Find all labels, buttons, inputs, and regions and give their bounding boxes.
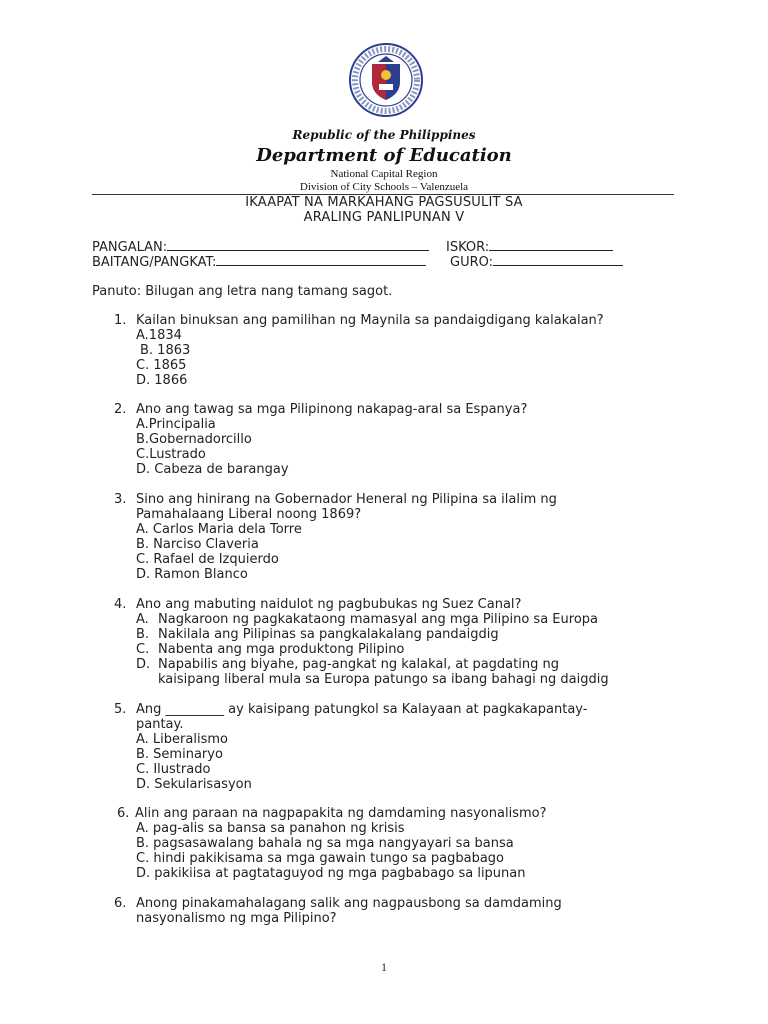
question-text: Kailan binuksan ang pamilihan ng Maynila sa pandaigdigang kalakalan? — [136, 313, 604, 328]
option-b[interactable]: B. pagsasawalang bahala ng sa mga nangyayari sa bansa — [136, 836, 514, 851]
republic-heading: Republic of the Philippines — [292, 128, 476, 142]
question-number: 4. — [114, 597, 127, 612]
option-b[interactable]: B.Gobernadorcillo — [136, 432, 252, 447]
guro-label: GURO: — [450, 255, 494, 270]
option-b[interactable]: Nakilala ang Pilipinas sa pangkalakalang pandaigdig — [158, 627, 499, 642]
question-text-line2: nasyonalismo ng mga Pilipino? — [136, 911, 337, 926]
department-heading: Department of Education — [256, 145, 512, 166]
exam-title-line1: IKAAPAT NA MARKAHANG PAGSUSULIT SA — [245, 195, 523, 210]
option-d[interactable]: D. Sekularisasyon — [136, 777, 252, 792]
pangalan-label: PANGALAN: — [92, 240, 168, 255]
iskor-blank[interactable] — [489, 238, 613, 251]
question-text-line1: Anong pinakamahalagang salik ang nagpausbong sa damdaming — [136, 896, 562, 911]
option-c[interactable]: C.Lustrado — [136, 447, 206, 462]
option-a[interactable]: A. pag-alis sa bansa sa panahon ng krisis — [136, 821, 405, 836]
option-d-continued[interactable]: kaisipang liberal mula sa Europa patungo sa ibang bahagi ng daigdig — [158, 672, 609, 687]
option-d[interactable]: Napabilis ang biyahe, pag-angkat ng kalakal, at pagdating ng — [158, 657, 559, 672]
region-line: National Capital Region — [330, 168, 438, 180]
pangalan-blank[interactable] — [167, 238, 429, 251]
option-c-letter[interactable]: C. — [136, 642, 150, 657]
option-d[interactable]: D. 1866 — [136, 373, 188, 388]
exam-title-line2: ARALING PANLIPUNAN V — [303, 210, 465, 225]
question-text-line2: pantay. — [136, 717, 184, 732]
baitang-blank[interactable] — [216, 253, 426, 266]
option-a[interactable]: Nagkaroon ng pagkakataong mamasyal ang mga Pilipino sa Europa — [158, 612, 598, 627]
question-number: 6. — [114, 896, 127, 911]
question-number: 3. — [114, 492, 127, 507]
question-number: 2. — [114, 402, 127, 417]
option-d[interactable]: D. Ramon Blanco — [136, 567, 248, 582]
option-c[interactable]: Nabenta ang mga produktong Pilipino — [158, 642, 405, 657]
option-a[interactable]: A. Carlos Maria dela Torre — [136, 522, 302, 537]
question-text: Ano ang mabuting naidulot ng pagbubukas ng Suez Canal? — [136, 597, 522, 612]
option-b-letter[interactable]: B. — [136, 627, 150, 642]
guro-field[interactable] — [450, 253, 623, 270]
deped-seal-icon — [348, 42, 424, 118]
option-d[interactable]: D. Cabeza de barangay — [136, 462, 289, 477]
option-a[interactable]: A.1834 — [136, 328, 182, 343]
iskor-label: ISKOR: — [446, 240, 490, 255]
option-a[interactable]: A. Liberalismo — [136, 732, 228, 747]
option-c[interactable]: C. hindi pakikisama sa mga gawain tungo sa pagbabago — [136, 851, 505, 866]
division-line: Division of City Schools – Valenzuela — [299, 181, 469, 193]
option-b[interactable]: B. 1863 — [140, 343, 191, 358]
question-text-line1: Ang _________ ay kaisipang patungkol sa Kalayaan at pagkakapantay- — [136, 702, 588, 717]
option-a-letter[interactable]: A. — [136, 612, 149, 627]
option-b[interactable]: B. Narciso Claveria — [136, 537, 259, 552]
option-c[interactable]: C. Rafael de Izquierdo — [136, 552, 279, 567]
question-text: Ano ang tawag sa mga Pilipinong nakapag-aral sa Espanya? — [136, 402, 528, 417]
option-d[interactable]: D. pakikiisa at pagtataguyod ng mga pagbabago sa lipunan — [136, 866, 526, 881]
option-a[interactable]: A.Principalia — [136, 417, 216, 432]
option-c[interactable]: C. Ilustrado — [136, 762, 211, 777]
option-d-letter[interactable]: D. — [136, 657, 151, 672]
option-b[interactable]: B. Seminaryo — [136, 747, 223, 762]
instructions: Panuto: Bilugan ang letra nang tamang sagot. — [92, 284, 393, 299]
question-number: 1. — [114, 313, 127, 328]
question-text: Alin ang paraan na nagpapakita ng damdaming nasyonalismo? — [135, 806, 547, 821]
option-c[interactable]: C. 1865 — [136, 358, 187, 373]
baitang-field[interactable] — [92, 253, 426, 270]
guro-blank[interactable] — [493, 253, 623, 266]
question-text-line2: Pamahalaang Liberal noong 1869? — [136, 507, 362, 522]
baitang-label: BAITANG/PANGKAT: — [92, 255, 217, 270]
question-text-line1: Sino ang hinirang na Gobernador Heneral ng Pilipina sa ilalim ng — [136, 492, 557, 507]
page-number: 1 — [381, 960, 387, 974]
question-number: 5. — [114, 702, 127, 717]
question-number: 6. — [117, 806, 130, 821]
